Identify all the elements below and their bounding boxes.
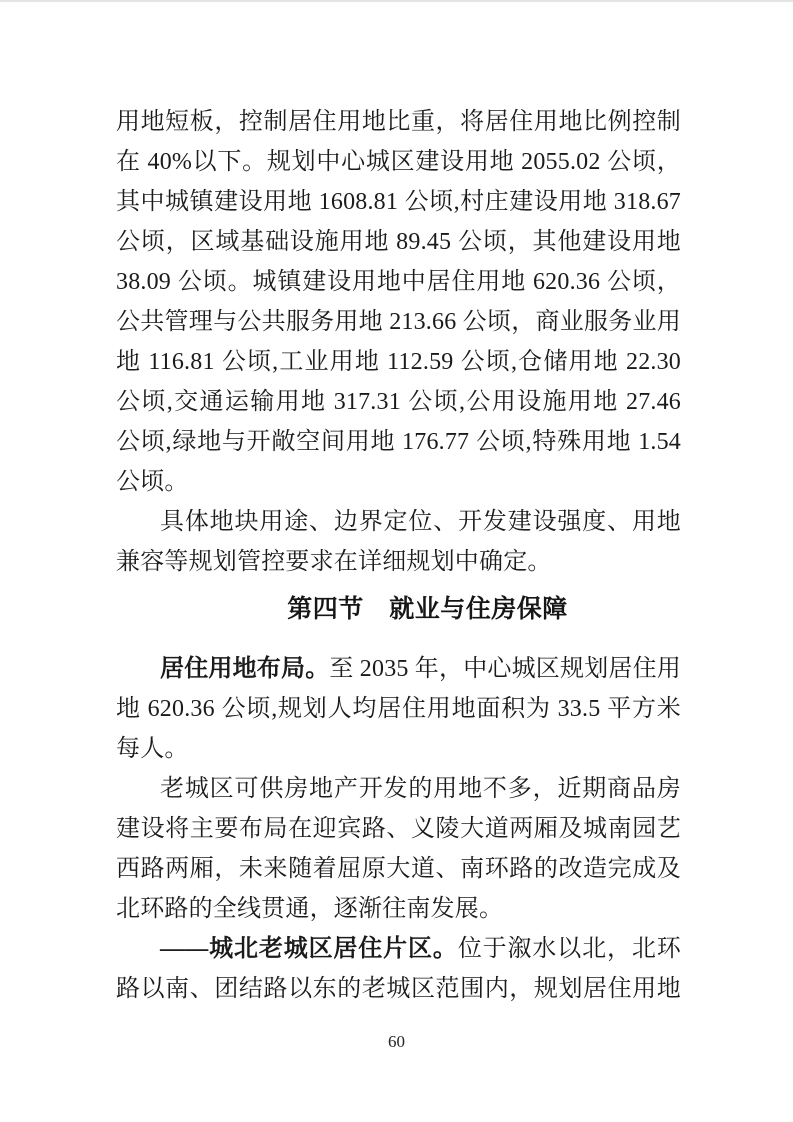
- text-line: 公顷,交通运输用地 317.31 公顷,公用设施用地 27.46: [116, 389, 681, 415]
- text-run: 至 2035 年，中心城区规划居住用: [329, 656, 682, 682]
- text-line: 38.09 公顷。城镇建设用地中居住用地 620.36 公顷，: [116, 269, 681, 295]
- text-line: [116, 929, 681, 969]
- text-line: 建设将主要布局在迎宾路、义陵大道两厢及城南园艺: [116, 816, 681, 842]
- page-number: 60: [388, 1032, 405, 1051]
- text-line: [116, 649, 681, 689]
- text-line: 路以南、团结路以东的老城区范围内，规划居住用地: [116, 976, 681, 1002]
- text-line: 老城区可供房地产开发的用地不多，近期商品房: [160, 776, 681, 802]
- text-line: 具体地块用途、边界定位、开发建设强度、用地: [160, 509, 681, 535]
- text-line: 地 620.36 公顷,规划人均居住用地面积为 33.5 平方米: [116, 696, 681, 722]
- text-line: 公顷。: [116, 469, 189, 495]
- text-line: 西路两厢，未来随着屈原大道、南环路的改造完成及: [116, 856, 681, 882]
- text-line: 用地短板，控制居住用地比重，将居住用地比例控制: [116, 109, 681, 135]
- text-line: 北环路的全线贯通，逐渐往南发展。: [116, 896, 504, 922]
- bold-run: 居住用地布局。: [160, 656, 330, 682]
- text-line: 兼容等规划管控要求在详细规划中确定。: [116, 549, 552, 575]
- text-run: 位于溆水以北，北环: [457, 936, 681, 962]
- text-line: 其中城镇建设用地 1608.81 公顷,村庄建设用地 318.67: [116, 189, 681, 215]
- text-line: 在 40%以下。规划中心城区建设用地 2055.02 公顷，: [116, 149, 681, 175]
- section-heading: 第四节 就业与住房保障: [287, 594, 568, 623]
- text-line: 每人。: [116, 736, 189, 762]
- text-line: 地 116.81 公顷,工业用地 112.59 公顷,仓储用地 22.30: [116, 349, 681, 375]
- text-line: 公顷,绿地与开敞空间用地 176.77 公顷,特殊用地 1.54: [116, 429, 681, 455]
- text-line: 公顷，区域基础设施用地 89.45 公顷，其他建设用地: [116, 229, 681, 255]
- text-line: 公共管理与公共服务用地 213.66 公顷，商业服务业用: [116, 309, 681, 335]
- body-text-block: [116, 102, 681, 1009]
- bold-run: ——城北老城区居住片区。: [160, 936, 458, 962]
